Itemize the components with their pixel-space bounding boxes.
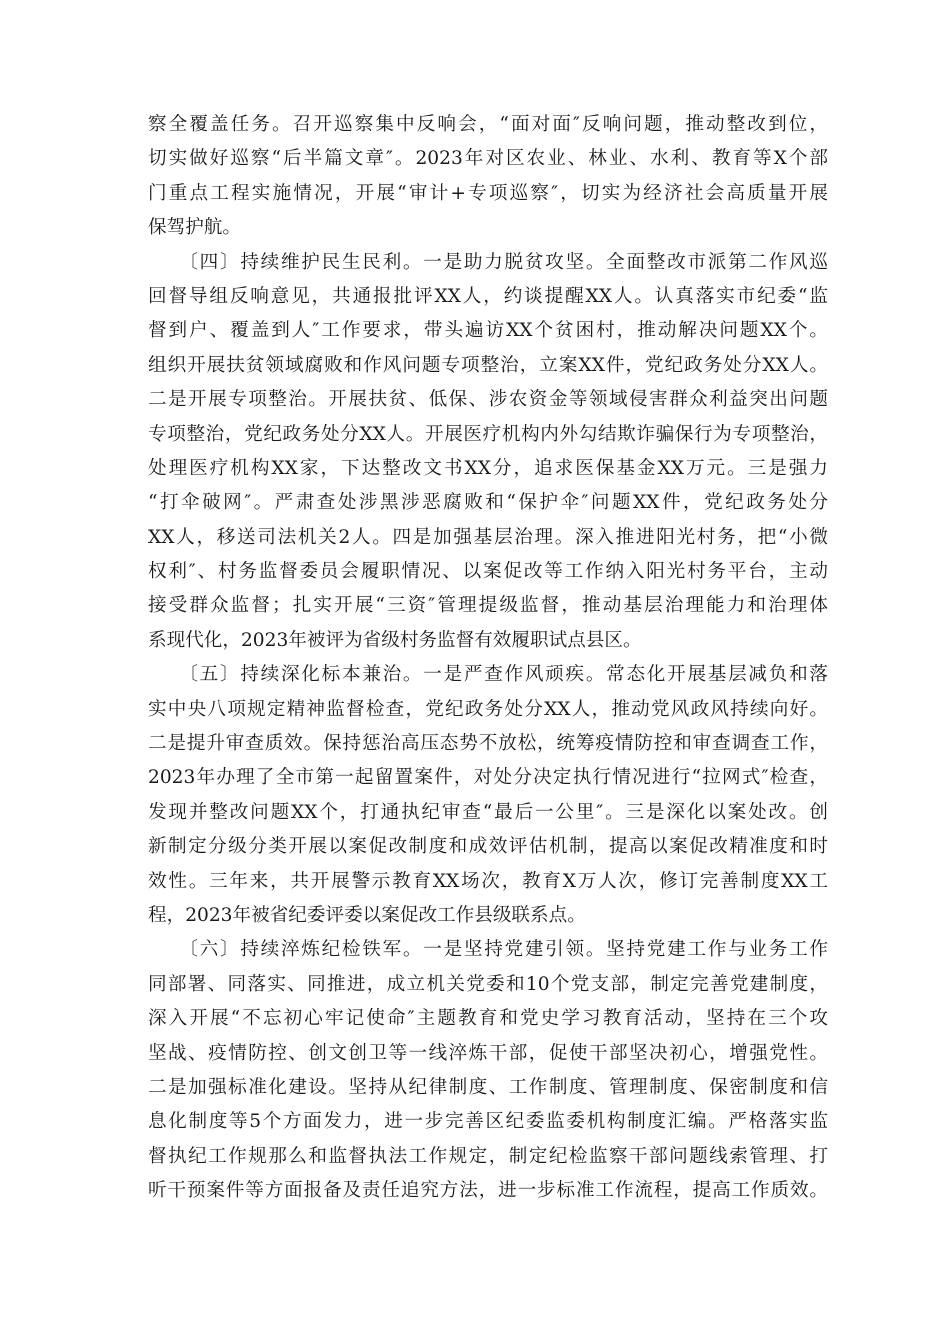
text-line: 回督导组反响意见，共通报批评XX人，约谈提醒XX人。认真落实市纪委“监	[148, 285, 828, 307]
text-line: 督到户、覆盖到人″工作要求，带头遍访XX个贫困村，推动解决问题XX个。	[148, 320, 828, 342]
text-line: 接受群众监督；扎实开展“三资″管理提级监督，推动基层治理能力和治理体	[148, 595, 828, 617]
text-line: 〔六〕持续淬炼纪检铁军。一是坚持党建引领。坚持党建工作与业务工作	[148, 939, 828, 961]
text-line: 程，2023年被省纪委评委以案促改工作县级联系点。	[148, 904, 586, 926]
text-line: 实中央八项规定精神监督检查，党纪政务处分XX人，推动党风政风持续向好。	[148, 698, 828, 720]
text-line: 坚战、疫情防控、创文创卫等一线淬炼干部，促使干部坚决初心，增强党性。	[148, 1042, 828, 1064]
text-line: 听干预案件等方面报备及责任追究方法，进一步标准工作流程，提高工作质效。	[148, 1180, 828, 1202]
text-line: 二是加强标准化建设。坚持从纪律制度、工作制度、管理制度、保密制度和信	[148, 1076, 828, 1098]
text-line: 息化制度等5个方面发力，进一步完善区纪委监委机构制度汇编。严格落实监	[148, 1111, 828, 1133]
text-line: 2023年办理了全市第一起留置案件，对处分决定执行情况进行“拉网式″检查，	[148, 767, 828, 789]
text-line: XX人，移送司法机关2人。四是加强基层治理。深入推进阳光村务，把“小微	[148, 526, 828, 548]
text-line: 保驾护航。	[148, 217, 241, 239]
text-line: 二是提升审查质效。保持惩治高压态势不放松，统筹疫情防控和审查调查工作，	[148, 733, 828, 755]
text-line: 系现代化，2023年被评为省级村务监督有效履职试点县区。	[148, 629, 642, 651]
text-line: 门重点工程实施情况，开展“审计+专项巡察″，切实为经济社会高质量开展	[148, 182, 828, 204]
text-line: 深入开展“不忘初心牢记使命″主题教育和党史学习教育活动，坚持在三个攻	[148, 1008, 828, 1030]
text-line: 发现并整改问题XX个，打通执纪审查“最后一公里″。三是深化以案处改。创	[148, 801, 828, 823]
text-line: 效性。三年来，共开展警示教育XX场次，教育X万人次，修订完善制度XX工	[148, 870, 828, 892]
text-line: 组织开展扶贫领域腐败和作风问题专项整治，立案XX件，党纪政务处分XX人。	[148, 354, 828, 376]
text-line: 二是开展专项整治。开展扶贫、低保、涉农资金等领域侵害群众利益突出问题	[148, 389, 828, 411]
text-line: 察全覆盖任务。召开巡察集中反响会，“面对面″反响问题，推动整改到位，	[148, 114, 828, 135]
text-line: 新制定分级分类开展以案促改制度和成效评估机制，提高以案促改精准度和时	[148, 836, 828, 858]
text-line: 〔五〕持续深化标本兼治。一是严查作风顽疾。常态化开展基层减负和落	[148, 664, 828, 686]
text-line: 权利″、村务监督委员会履职情况、以案促改等工作纳入阳光村务平台，主动	[148, 561, 828, 583]
text-line: 处理医疗机构XX家，下达整改文书XX分，追求医保基金XX万元。三是强力	[148, 457, 828, 479]
text-line: 切实做好巡察“后半篇文章″。2023年对区农业、林业、水利、教育等X个部	[148, 148, 828, 170]
text-line: 督执纪工作规那么和监督执法工作规定，制定纪检监察干部问题线索管理、打	[148, 1145, 828, 1167]
text-line: 同部署、同落实、同推进，成立机关党委和10个党支部，制定完善党建制度，	[148, 973, 828, 995]
text-line: “打伞破网″。严肃查处涉黑涉恶腐败和“保护伞″问题XX件，党纪政务处分	[148, 492, 828, 514]
document-body	[148, 108, 828, 1209]
text-line: 专项整治，党纪政务处分XX人。开展医疗机构内外勾结欺诈骗保行为专项整治，	[148, 423, 828, 445]
text-line: 〔四〕持续维护民生民利。一是助力脱贫攻坚。全面整改市派第二作风巡	[148, 251, 828, 273]
